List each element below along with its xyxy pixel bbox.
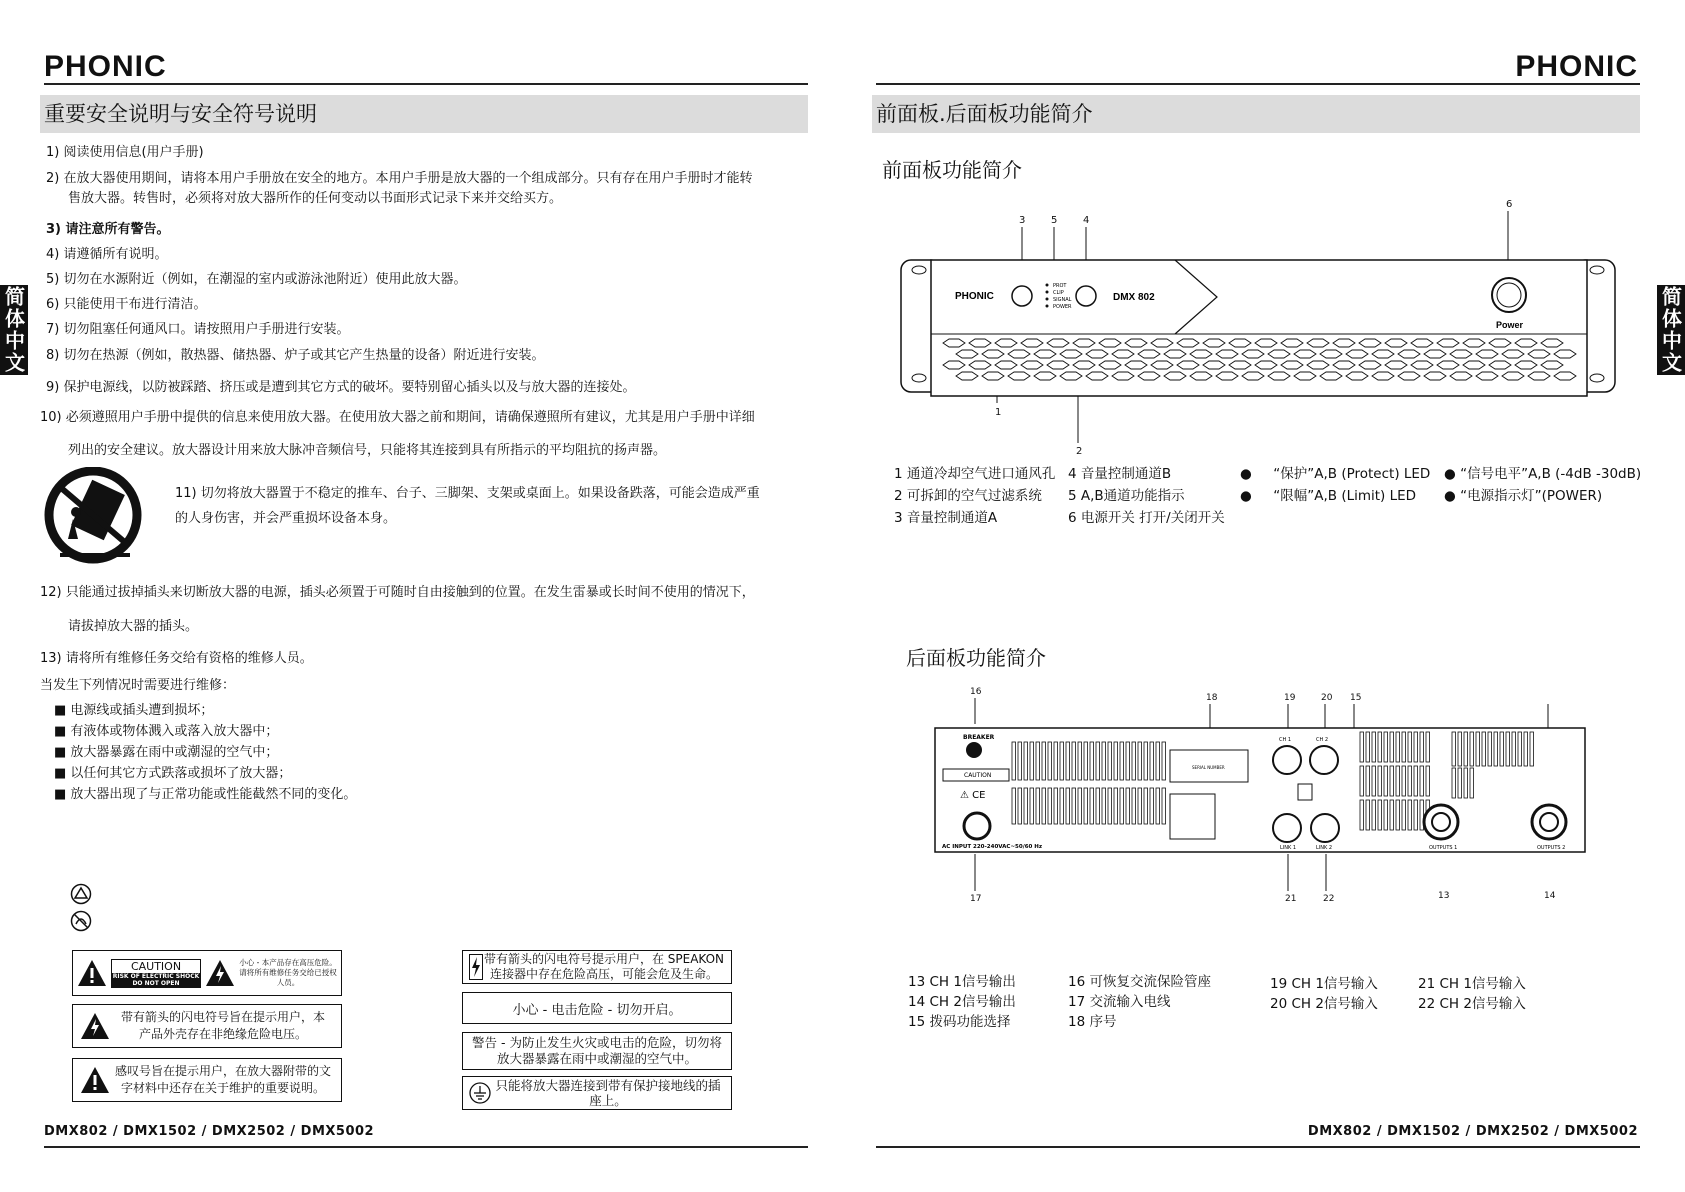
list-item: ■ 以任何其它方式跌落或损坏了放大器； bbox=[54, 766, 292, 781]
ac-input-label: AC INPUT 220-240VAC~50/60 Hz bbox=[942, 844, 1043, 850]
lightning-icon bbox=[469, 954, 483, 980]
lightning-warning-text: 带有箭头的闪电符号旨在提示用户，本产品外壳存在非绝缘危险电压。 bbox=[120, 1010, 325, 1041]
list-item: ■ 电源线或插头遭到损坏； bbox=[54, 703, 214, 718]
vent-slot bbox=[1120, 788, 1124, 824]
svg-text:⚠ CE: ⚠ CE bbox=[960, 790, 986, 801]
vent-slot bbox=[1402, 766, 1406, 796]
vent-slot bbox=[1126, 742, 1130, 780]
vent-slot bbox=[1384, 732, 1388, 762]
safety-item-10b: 列出的安全建议。放大器设计用来放大脉冲音频信号，只能将其连接到具有所指示的平均阻抗的扬声器。 bbox=[68, 443, 667, 458]
legend-item: 1 通道冷却空气进口通风孔 bbox=[894, 466, 1056, 482]
vent-slot bbox=[1090, 742, 1094, 780]
safety-item-8: 8) 切勿在热源（例如，散热器、储热器、炉子或其它产生热量的设备）附近进行安装。 bbox=[46, 348, 545, 363]
legend-item: 13 CH 1信号输出 bbox=[908, 974, 1016, 990]
vent-slot bbox=[1420, 766, 1424, 796]
ch1-label: CH 1 bbox=[1279, 737, 1292, 743]
vent-slot bbox=[1042, 788, 1046, 824]
vent-slot bbox=[1084, 788, 1088, 824]
vent-slot bbox=[1066, 788, 1070, 824]
vent-slot bbox=[1102, 788, 1106, 824]
vent-slot bbox=[1464, 732, 1468, 766]
vent-slot bbox=[1114, 742, 1118, 780]
vent-slot bbox=[1024, 742, 1028, 780]
vent-slot bbox=[1396, 766, 1400, 796]
front-legend-col2 bbox=[1068, 463, 1225, 529]
safety-item-13: 13) 请将所有维修任务交给有资格的维修人员。 bbox=[40, 651, 313, 666]
section-title-left: 重要安全说明与安全符号说明 bbox=[40, 95, 808, 133]
rear-panel-diagram bbox=[930, 684, 1590, 906]
callout-19: 19 bbox=[1284, 693, 1296, 703]
outputs2-label: OUTPUTS 2 bbox=[1537, 845, 1566, 851]
vent-slot bbox=[1138, 788, 1142, 824]
vent-slot bbox=[1408, 800, 1412, 830]
vent-slot bbox=[1144, 788, 1148, 824]
safety-item-9: 9) 保护电源线，以防被踩踏、挤压或是遭到其它方式的破坏。要特别留心插头以及与放大器的连接处。 bbox=[46, 380, 636, 395]
lightning-warning-box bbox=[72, 1004, 342, 1048]
vent-slot bbox=[1402, 800, 1406, 830]
legend-item: ● “保护”A,B (Protect) LED bbox=[1240, 466, 1431, 482]
callout-5: 5 bbox=[1051, 215, 1058, 226]
vent-slot bbox=[1126, 788, 1130, 824]
rear-caution-label: CAUTION bbox=[964, 772, 992, 779]
link1-xlr[interactable] bbox=[1273, 814, 1301, 842]
fire-warning-text: 警告 - 为防止发生火灾或电击的危险，切勿将放大器暴露在雨中或潮湿的空气中。 bbox=[472, 1035, 722, 1066]
safety-item-11: 11) 切勿将放大器置于不稳定的推车、台子、三脚架、支架或桌面上。如果设备跌落，可能会造成严重 bbox=[175, 486, 760, 501]
device-brand: PHONIC bbox=[955, 291, 994, 302]
legend-item: 15 拨码功能选择 bbox=[908, 1014, 1011, 1030]
legend-item: 3 音量控制通道A bbox=[894, 510, 998, 526]
led-label-prot: PROT bbox=[1053, 283, 1067, 289]
rear-legend-col3 bbox=[1270, 974, 1378, 1014]
list-item: ■ 放大器暴露在雨中或潮湿的空气中； bbox=[54, 745, 279, 760]
vent-slot bbox=[1384, 766, 1388, 796]
front-panel-diagram bbox=[895, 198, 1625, 460]
vent-slot bbox=[1414, 766, 1418, 796]
vent-slot bbox=[1036, 788, 1040, 824]
vent-slot bbox=[1414, 800, 1418, 830]
vent-slot bbox=[1512, 732, 1516, 766]
vent-slot bbox=[1408, 766, 1412, 796]
speakon-warning-box bbox=[462, 950, 732, 984]
safety-item-2b: 售放大器。转售时，必须将对放大器所作的任何变动以书面形式记录下来并交给买方。 bbox=[68, 191, 563, 206]
vent-slot bbox=[1482, 732, 1486, 766]
vent-slot bbox=[1360, 800, 1364, 830]
ch2-label: CH 2 bbox=[1316, 737, 1329, 743]
breaker-button[interactable] bbox=[966, 742, 982, 758]
ground-warning-text: 只能将放大器连接到带有保护接地线的插座上。 bbox=[495, 1078, 721, 1108]
callout-1: 1 bbox=[995, 407, 1002, 418]
vent-slot bbox=[1452, 732, 1456, 766]
legend-item: 16 可恢复交流保险管座 bbox=[1068, 974, 1211, 990]
rear-legend-col2 bbox=[1068, 972, 1211, 1032]
lightning-triangle-icon bbox=[205, 958, 235, 988]
vent-slot bbox=[1530, 732, 1534, 766]
volume-a-knob[interactable] bbox=[1012, 286, 1032, 306]
vent-slot bbox=[1360, 732, 1364, 762]
legend-item: 21 CH 1信号输入 bbox=[1418, 976, 1526, 992]
safety-item-11b: 的人身伤害，并会严重损坏设备本身。 bbox=[175, 511, 397, 526]
vent-slot bbox=[1366, 766, 1370, 796]
rear-legend-col1 bbox=[908, 972, 1016, 1032]
brand-logo-right: PHONIC bbox=[1515, 50, 1638, 83]
header-rule-left bbox=[44, 83, 808, 85]
vent-slot bbox=[1378, 732, 1382, 762]
caution-label-box bbox=[72, 950, 342, 996]
caution-side-text: 小心 - 本产品存在高压危险。请将所有维修任务交给已授权人员。 bbox=[239, 958, 337, 987]
vent-slot bbox=[1458, 732, 1462, 766]
ch2-xlr-input[interactable] bbox=[1310, 746, 1338, 774]
vent-slot bbox=[1090, 788, 1094, 824]
ground-icon bbox=[469, 1082, 491, 1104]
vent-slot bbox=[1150, 742, 1154, 780]
vent-slot bbox=[1048, 742, 1052, 780]
no-open-text: 小心 - 电击危险 - 切勿开启。 bbox=[512, 1002, 682, 1018]
vent-slot bbox=[1470, 768, 1474, 798]
vent-slot bbox=[1108, 742, 1112, 780]
vent-slot bbox=[1402, 732, 1406, 762]
vent-slot bbox=[1030, 742, 1034, 780]
vent-slot bbox=[1524, 732, 1528, 766]
vent-slot bbox=[1078, 788, 1082, 824]
no-water-icon bbox=[70, 910, 92, 932]
safety-item-3: 3) 请注意所有警告。 bbox=[46, 222, 170, 237]
cart-tip-warning-icon bbox=[40, 467, 146, 567]
recycle-icon bbox=[70, 883, 92, 905]
vent-slot bbox=[1470, 732, 1474, 766]
outputs1-label: OUTPUTS 1 bbox=[1429, 845, 1458, 851]
breaker-label: BREAKER bbox=[963, 734, 995, 741]
safety-item-10: 10) 必须遵照用户手册中提供的信息来使用放大器。在使用放大器之前和期间，请确保遵照所有建议，尤其是用户手册中详细 bbox=[40, 410, 755, 425]
exclamation-warning-text: 感叹号旨在提示用户，在放大器附带的文字材料中还存在关于维护的重要说明。 bbox=[114, 1064, 331, 1095]
legend-item: 4 音量控制通道B bbox=[1068, 466, 1172, 482]
vent-slot bbox=[1132, 788, 1136, 824]
vent-slot bbox=[1372, 800, 1376, 830]
power-label: Power bbox=[1496, 320, 1524, 330]
vent-slot bbox=[1012, 742, 1016, 780]
vent-slot bbox=[1054, 742, 1058, 780]
vent-slot bbox=[1476, 732, 1480, 766]
legend-item: 22 CH 2信号输入 bbox=[1418, 996, 1526, 1012]
vent-slot bbox=[1018, 788, 1022, 824]
vent-slot bbox=[1452, 768, 1456, 798]
vent-slot bbox=[1108, 788, 1112, 824]
callout-6: 6 bbox=[1506, 199, 1513, 210]
link1-label: LINK 1 bbox=[1280, 845, 1297, 851]
front-legend-col4 bbox=[1444, 463, 1641, 507]
vent-slot bbox=[1096, 788, 1100, 824]
legend-item: 5 A,B通道功能指示 bbox=[1068, 488, 1185, 504]
vent-slot bbox=[1054, 788, 1058, 824]
callout-4: 4 bbox=[1083, 215, 1090, 226]
callout-2: 2 bbox=[1076, 446, 1083, 457]
vent-slot bbox=[1072, 788, 1076, 824]
front-legend-col3 bbox=[1240, 463, 1430, 507]
ground-warning-box bbox=[462, 1076, 732, 1110]
vent-slot bbox=[1102, 742, 1106, 780]
legend-item: ● “电源指示灯”(POWER) bbox=[1444, 488, 1603, 504]
callout-3: 3 bbox=[1019, 215, 1026, 226]
safety-item-4: 4) 请遵循所有说明。 bbox=[46, 247, 168, 262]
vent-slot bbox=[1426, 732, 1430, 762]
dip-switch[interactable] bbox=[1298, 784, 1312, 800]
vent-slot bbox=[1378, 766, 1382, 796]
callout-17: 17 bbox=[970, 894, 982, 904]
legend-item: 6 电源开关 打开/关闭开关 bbox=[1068, 510, 1225, 526]
vent-slot bbox=[1366, 732, 1370, 762]
led-label-signal: SIGNAL bbox=[1053, 297, 1072, 303]
device-model: DMX 802 bbox=[1113, 292, 1155, 303]
link2-label: LINK 2 bbox=[1316, 845, 1333, 851]
caution-subtitle: RISK OF ELECTRIC SHOCK DO NOT OPEN bbox=[112, 972, 200, 987]
vent-slot bbox=[1162, 788, 1166, 824]
vent-slot bbox=[1018, 742, 1022, 780]
legend-item: ● “信号电平”A,B (-4dB -30dB) bbox=[1444, 466, 1642, 482]
rear-legend-col4 bbox=[1418, 974, 1526, 1014]
exclamation-triangle-icon bbox=[79, 1065, 111, 1095]
section-title-right: 前面板.后面板功能简介 bbox=[872, 95, 1640, 133]
safety-item-1: 1) 阅读使用信息(用户手册) bbox=[46, 145, 204, 160]
exclamation-triangle-icon bbox=[77, 958, 107, 988]
vent-slot bbox=[1156, 742, 1160, 780]
vent-slot bbox=[1396, 732, 1400, 762]
vent-slot bbox=[1420, 732, 1424, 762]
vent-slot bbox=[1132, 742, 1136, 780]
vent-slot bbox=[1464, 768, 1468, 798]
vent-slot bbox=[1012, 788, 1016, 824]
vent-slot bbox=[1024, 788, 1028, 824]
callout-13: 13 bbox=[1438, 891, 1450, 901]
vent-slot bbox=[1458, 768, 1462, 798]
footer-rule-right bbox=[876, 1146, 1640, 1148]
lightning-triangle-icon bbox=[79, 1011, 111, 1041]
callout-14: 14 bbox=[1544, 891, 1556, 901]
callout-15: 15 bbox=[1350, 693, 1362, 703]
led-label-clip: CLIP bbox=[1053, 290, 1064, 296]
footer-models-right: DMX802 / DMX1502 / DMX2502 / DMX5002 bbox=[1307, 1124, 1638, 1139]
vent-slot bbox=[1414, 732, 1418, 762]
ac-inlet bbox=[964, 813, 990, 839]
safety-item-5: 5) 切勿在水源附近（例如，在潮湿的室内或游泳池附近）使用此放大器。 bbox=[46, 272, 467, 287]
service-bullet-list bbox=[54, 700, 356, 805]
legend-item: 17 交流输入电线 bbox=[1068, 994, 1171, 1010]
list-item: ■ 放大器出现了与正常功能或性能截然不同的变化。 bbox=[54, 787, 357, 802]
legend-item: 14 CH 2信号输出 bbox=[908, 994, 1016, 1010]
vent-slot bbox=[1384, 800, 1388, 830]
vent-slot bbox=[1378, 800, 1382, 830]
language-tab-right: 简体中文 bbox=[1657, 285, 1685, 375]
ch1-xlr-input[interactable] bbox=[1273, 746, 1301, 774]
exclamation-warning-box bbox=[72, 1058, 342, 1102]
led-label-power: POWER bbox=[1053, 304, 1072, 310]
vent-slot bbox=[1390, 800, 1394, 830]
vent-slot bbox=[1500, 732, 1504, 766]
vent-slot bbox=[1030, 788, 1034, 824]
vent-slot bbox=[1078, 742, 1082, 780]
legend-item: 20 CH 2信号输入 bbox=[1270, 996, 1378, 1012]
language-tab-left: 简体中文 bbox=[0, 285, 28, 375]
callout-22: 22 bbox=[1323, 894, 1335, 904]
vent-slot bbox=[1494, 732, 1498, 766]
vent-slot bbox=[1488, 732, 1492, 766]
safety-item-2: 2) 在放大器使用期间，请将本用户手册放在安全的地方。本用户手册是放大器的一个组成部分。只有存在用户手册时才能转 bbox=[46, 171, 753, 186]
vent-slot bbox=[1360, 766, 1364, 796]
vent-slot bbox=[1096, 742, 1100, 780]
legend-item: ● “限幅”A,B (Limit) LED bbox=[1240, 488, 1417, 504]
volume-b-knob[interactable] bbox=[1076, 286, 1096, 306]
safety-item-7: 7) 切勿阻塞任何通风口。请按照用户手册进行安装。 bbox=[46, 322, 350, 337]
safety-item-12: 12) 只能通过拔掉插头来切断放大器的电源，插头必须置于可随时自由接触到的位置。在发生雷暴或长时间不使用的情况下， bbox=[40, 585, 755, 600]
vent-slot bbox=[1426, 766, 1430, 796]
callout-16: 16 bbox=[970, 687, 982, 697]
legend-item: 2 可拆卸的空气过滤系统 bbox=[894, 488, 1042, 504]
vent-slot bbox=[1138, 742, 1142, 780]
vent-slot bbox=[1390, 732, 1394, 762]
callout-18: 18 bbox=[1206, 693, 1218, 703]
footer-models-left: DMX802 / DMX1502 / DMX2502 / DMX5002 bbox=[44, 1124, 375, 1139]
speakon-warning-text: 带有箭头的闪电符号提示用户，在 SPEAKON 连接器中存在危险高压，可能会危及生命。 bbox=[483, 952, 725, 981]
vent-slot bbox=[1372, 732, 1376, 762]
front-legend-col1 bbox=[894, 463, 1055, 529]
vent-slot bbox=[1060, 788, 1064, 824]
list-item: ■ 有液体或物体溅入或落入放大器中； bbox=[54, 724, 279, 739]
link2-xlr[interactable] bbox=[1311, 814, 1339, 842]
vent-slot bbox=[1114, 788, 1118, 824]
brand-logo-left: PHONIC bbox=[44, 50, 167, 83]
vent-slot bbox=[1372, 766, 1376, 796]
front-panel-title: 前面板功能简介 bbox=[882, 158, 1022, 182]
vent-slot bbox=[1518, 732, 1522, 766]
callout-21: 21 bbox=[1285, 894, 1297, 904]
vent-slot bbox=[1150, 788, 1154, 824]
vent-slot bbox=[1036, 742, 1040, 780]
vent-slot bbox=[1120, 742, 1124, 780]
fire-warning-box bbox=[462, 1032, 732, 1070]
safety-item-6: 6) 只能使用干布进行清洁。 bbox=[46, 297, 207, 312]
vent-slot bbox=[1366, 800, 1370, 830]
vent-slot bbox=[1066, 742, 1070, 780]
footer-rule-left bbox=[44, 1146, 808, 1148]
vent-slot bbox=[1048, 788, 1052, 824]
legend-item: 19 CH 1信号输入 bbox=[1270, 976, 1378, 992]
caution-center bbox=[111, 959, 201, 988]
vent-slot bbox=[1162, 742, 1166, 780]
vent-slot bbox=[1144, 742, 1148, 780]
vent-slot bbox=[1084, 742, 1088, 780]
vent-slot bbox=[1506, 732, 1510, 766]
safety-item-12b: 请拔掉放大器的插头。 bbox=[68, 619, 199, 634]
vent-slot bbox=[1390, 766, 1394, 796]
legend-item: 18 序号 bbox=[1068, 1014, 1117, 1030]
serial-number-label: SERIAL NUMBER bbox=[1192, 765, 1225, 770]
header-rule-right bbox=[876, 83, 1640, 85]
vent-slot bbox=[1156, 788, 1160, 824]
service-intro: 当发生下列情况时需要进行维修： bbox=[40, 678, 236, 693]
callout-20: 20 bbox=[1321, 693, 1333, 703]
vent-slot bbox=[1072, 742, 1076, 780]
vent-slot bbox=[1408, 732, 1412, 762]
vent-slot bbox=[1042, 742, 1046, 780]
vent-slot bbox=[1060, 742, 1064, 780]
no-open-box bbox=[462, 992, 732, 1024]
caution-title: CAUTION bbox=[130, 959, 182, 973]
rear-panel-title: 后面板功能简介 bbox=[906, 646, 1046, 670]
vent-slot bbox=[1396, 800, 1400, 830]
